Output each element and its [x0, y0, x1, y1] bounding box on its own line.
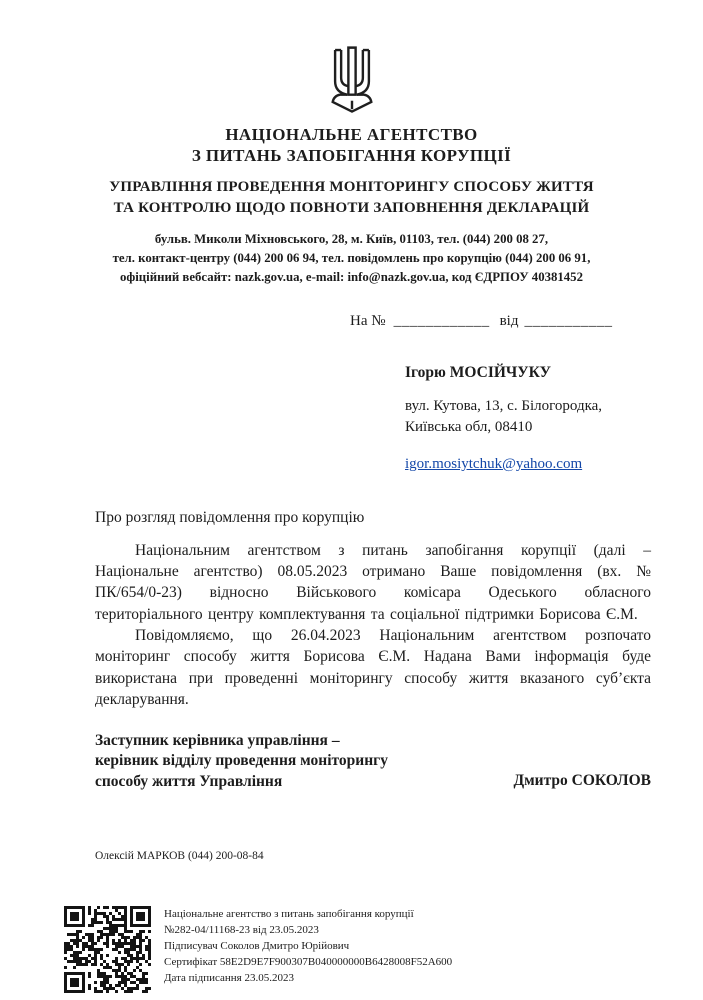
department-name-line1: УПРАВЛІННЯ ПРОВЕДЕННЯ МОНІТОРИНГУ СПОСОБУ ЖИТТЯ [109, 178, 594, 195]
signer-name: Дмитро СОКОЛОВ [513, 772, 651, 790]
signer-position-line2: керівник відділу проведення моніторингу [95, 752, 388, 770]
recipient-address-line2: Київська обл, 08410 [405, 419, 533, 436]
executor-contact: Олексій МАРКОВ (044) 200-08-84 [95, 850, 264, 862]
reference-date-blank: ___________ [524, 313, 613, 330]
signer-position-line3: способу життя Управління [95, 773, 283, 791]
signer-position-line1: Заступник керівника управління – [95, 731, 340, 749]
recipient-address-line1: вул. Кутова, 13, с. Білогородка, [405, 398, 603, 415]
ukraine-trident-emblem-icon [0, 44, 703, 114]
signature-block [95, 731, 651, 794]
reference-number-line [350, 313, 703, 330]
contact-info [0, 230, 703, 288]
body-paragraph-1: Національним агентством з питань запобігання корупції (далі – Національне агентство) 08.05.2023 отримано Ваше повідомлення (вх. № ПК/654/0-23) відносно Військового комісара Одеського обласного територіального центру комплектування та соціальної підтримки Борисова Є.М. [95, 541, 651, 623]
agency-name [0, 124, 703, 167]
stamp-text [164, 906, 452, 987]
recipient-block [405, 362, 703, 474]
stamp-date-line: Дата підписання 23.05.2023 [164, 971, 294, 984]
reference-conjunction: від [499, 313, 519, 330]
qr-code [64, 906, 151, 993]
body-paragraph-2: Повідомляємо, що 26.04.2023 Національним агентством розпочато моніторинг способу життя Борисова Є.М. Надана Вами інформація буде використана при проведенні моніторингу способу життя вказаного суб’єкта декларування. [95, 627, 651, 709]
subject-line: Про розгляд повідомлення про корупцію [95, 508, 365, 526]
department-name-line2: ТА КОНТРОЛЮ ЩОДО ПОВНОТИ ЗАПОВНЕННЯ ДЕКЛАРАЦІЙ [113, 199, 590, 216]
agency-name-line1: НАЦІОНАЛЬНЕ АГЕНТСТВО [225, 125, 478, 144]
signer-position [95, 731, 388, 794]
contact-info-line1: бульв. Миколи Міхновського, 28, м. Київ, 01103, тел. (044) 200 08 27, [154, 231, 549, 246]
reference-number-blank: ____________ [393, 313, 490, 330]
department-name [0, 177, 703, 219]
agency-name-line2: З ПИТАНЬ ЗАПОБІГАННЯ КОРУПЦІЇ [191, 146, 512, 166]
recipient-address [405, 396, 703, 437]
recipient-email-link[interactable]: igor.mosiytchuk@yahoo.com [405, 455, 583, 472]
stamp-certificate-line: Сертифікат 58E2D9E7F900307B040000000B6428008F52A600 [164, 955, 453, 968]
letter-body [95, 540, 651, 711]
reference-prefix: На № [350, 313, 386, 330]
recipient-name: Ігорю МОСІЙЧУКУ [405, 364, 551, 382]
stamp-agency-line: Національне агентство з питань запобігання корупції [164, 908, 414, 920]
stamp-registration-line: №282-04/11168-23 від 23.05.2023 [164, 923, 319, 936]
stamp-signer-line: Підписувач Соколов Дмитро Юрійович [164, 939, 350, 952]
digital-signature-stamp [64, 906, 452, 993]
letterhead [0, 0, 703, 287]
contact-info-line3: офіційний вебсайт: nazk.gov.ua, e-mail: info@nazk.gov.ua, код ЄДРПОУ 40381452 [120, 269, 583, 284]
contact-info-line2: тел. контакт-центру (044) 200 06 94, тел. повідомлень про корупцію (044) 200 06 91, [112, 250, 591, 265]
